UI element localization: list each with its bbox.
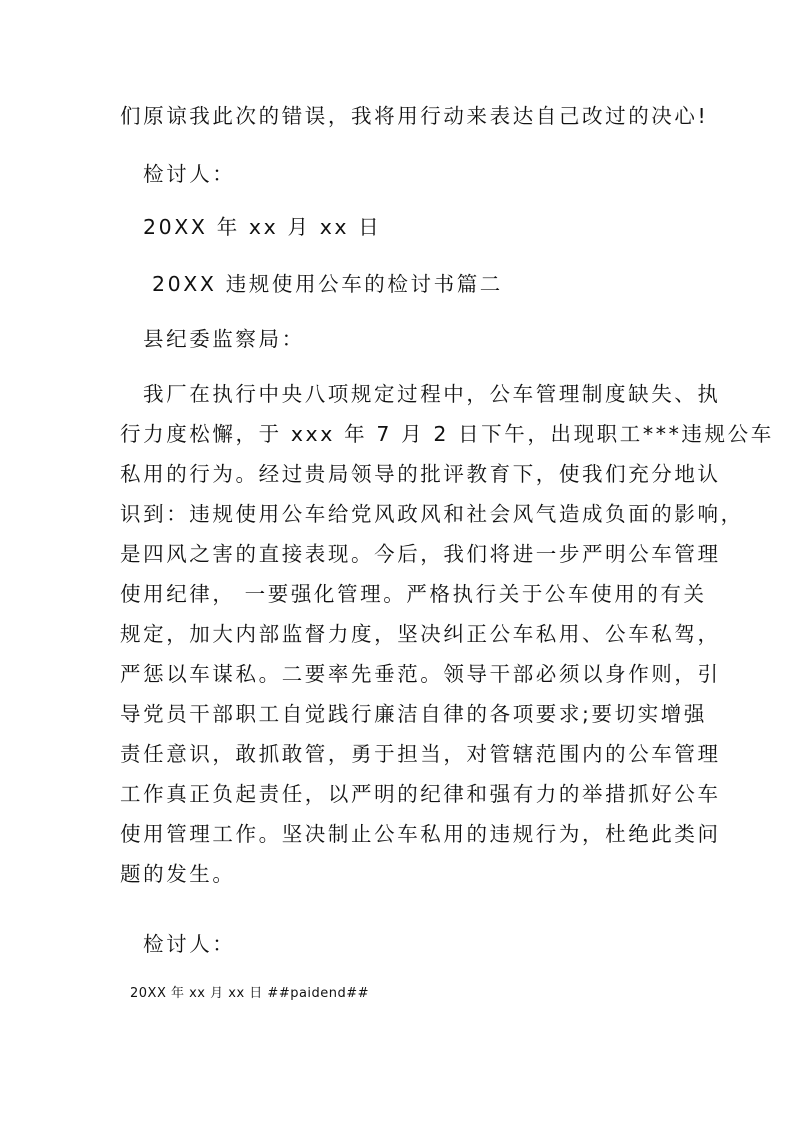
date-line: 20XX 年 xx 月 xx 日 (143, 215, 382, 239)
text-line: 是四风之害的直接表现。今后，我们将进一步严明公车管理 (120, 542, 721, 566)
text-line: 使用管理工作。坚决制止公车私用的违规行为，杜绝此类问 (120, 822, 721, 846)
text-line: 严惩以车谋私。二要率先垂范。领导干部必须以身作则，引 (120, 662, 721, 686)
text-line: 识到：违规使用公车给党风政风和社会风气造成负面的影响， (120, 502, 744, 526)
text-line: 检讨人： (143, 162, 236, 186)
text-line: 行力度松懈，于 xxx 年 7 月 2 日下午，出现职工***违规公车 (120, 422, 774, 446)
text-line: 使用纪律， 一要强化管理。严格执行关于公车使用的有关 (120, 582, 707, 606)
text-line: 们原谅我此次的错误，我将用行动来表达自己改过的决心! (120, 104, 709, 128)
text-line: 规定，加大内部监督力度，坚决纠正公车私用、公车私驾， (120, 622, 721, 646)
text-line: 工作真正负起责任，以严明的纪律和强有力的举措抓好公车 (120, 782, 721, 806)
text-line: 私用的行为。经过贵局领导的批评教育下，使我们充分地认 (120, 462, 721, 486)
date-line-footer: 20XX 年 xx 月 xx 日 ##paidend## (130, 986, 370, 1001)
section-title: 20XX 违规使用公车的检讨书篇二 (152, 272, 503, 296)
text-line: 我厂在执行中央八项规定过程中，公车管理制度缺失、执 (143, 382, 721, 406)
text-line: 题的发生。 (120, 862, 236, 886)
text-line: 责任意识，敢抓敢管，勇于担当，对管辖范围内的公车管理 (120, 742, 721, 766)
text-line: 导党员干部职工自觉践行廉洁自律的各项要求;要切实增强 (120, 702, 708, 726)
salutation: 县纪委监察局： (143, 327, 305, 351)
signature-label: 检讨人： (143, 932, 236, 956)
